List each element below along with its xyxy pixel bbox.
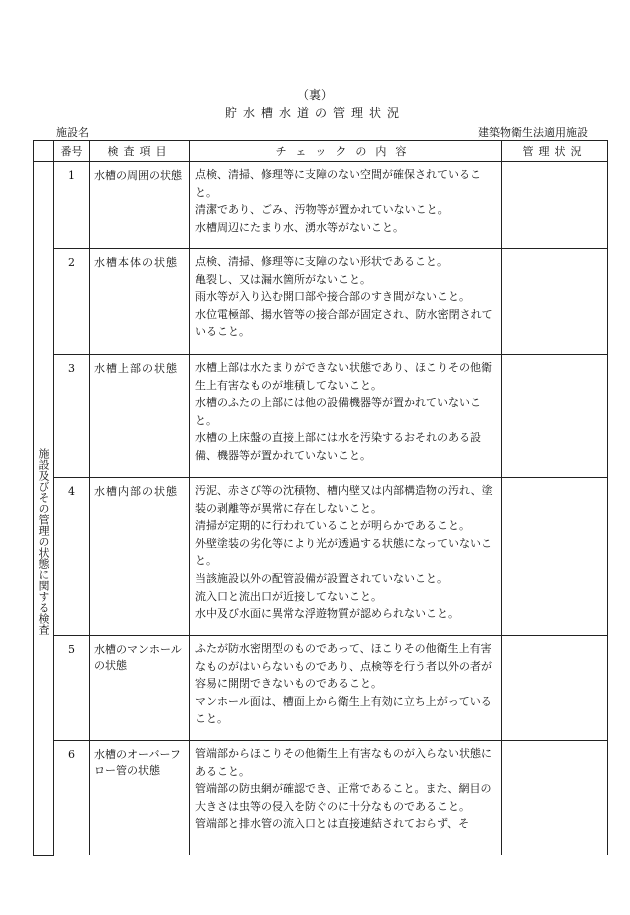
- row-content: [190, 636, 502, 741]
- row-item: 水槽上部の状態: [90, 355, 190, 478]
- table-row: [34, 162, 608, 249]
- content-line: 管端部と排水管の流入口とは直接連結されておらず、そ: [195, 817, 470, 831]
- content-line: 管端部の防虫網が確認でき、正常であること。また、網目の大きさは虫等の侵入を防ぐのに十分なものであること。: [195, 782, 492, 813]
- content-line: 水槽周辺にたまり水、湧水等がないこと。: [195, 220, 404, 234]
- facility-name-label: 施設名: [56, 126, 89, 139]
- row-status: [502, 162, 608, 249]
- row-number: 2: [54, 249, 90, 355]
- row-content: [190, 162, 502, 249]
- table-row: [34, 636, 608, 741]
- row-status: [502, 741, 608, 856]
- row-status: [502, 636, 608, 741]
- content-line: 水槽上部は水たまりができない状態であり、ほこりその他衛生上有害なものが堆積してないこと。: [195, 361, 492, 392]
- header-item: 検査項目: [90, 141, 190, 162]
- content-line: 亀裂し、又は漏水箇所がないこと。: [195, 272, 371, 286]
- row-number: 6: [54, 741, 90, 856]
- content-line: 雨水等が入り込む開口部や接合部のすき間がないこと。: [195, 290, 470, 304]
- row-number: 4: [54, 478, 90, 636]
- header-category-blank: [34, 141, 54, 162]
- row-status: [502, 478, 608, 636]
- row-content: [190, 741, 502, 856]
- content-line: 水位電極部、揚水管等の接合部が固定され、防水密閉されていること。: [195, 307, 493, 339]
- row-item: 水槽の周囲の状態: [90, 162, 190, 249]
- category-cell: [34, 162, 54, 856]
- header-status: 管理状況: [502, 141, 608, 162]
- content-line: マンホール面は、槽面上から衛生上有効に立ち上がっていること。: [195, 694, 492, 726]
- content-line: 管端部からほこりその他衛生上有害なものが入らない状態にあること。: [195, 747, 492, 778]
- content-line: 清掃が定期的に行われていることが明らかであること。: [195, 519, 470, 533]
- category-label: 施設及びその管理の状態に関する検査: [37, 448, 50, 636]
- header-number: 番号: [54, 141, 90, 162]
- row-item: 水槽本体の状態: [90, 249, 190, 355]
- content-line: 汚泥、赤さび等の沈積物、槽内壁又は内部構造物の汚れ、塗装の剥離等が異常に存在しないこと。: [195, 484, 493, 515]
- content-line: ふたが防水密閉型のものであって、ほこりその他衛生上有害なものがはいらないものであり、点検等を行う者以外の者が容易に開閉できないものであること。: [195, 642, 492, 691]
- row-item: 水槽のオーバーフロー管の状態: [90, 741, 190, 856]
- row-content: [190, 478, 502, 636]
- row-status: [502, 355, 608, 478]
- content-line: 水槽のふたの上部には他の設備機器等が置かれていないこと。: [195, 396, 481, 427]
- row-content: [190, 355, 502, 478]
- row-number: 5: [54, 636, 90, 741]
- row-number: 3: [54, 355, 90, 478]
- table-row: [34, 478, 608, 636]
- content-line: 水槽の上床盤の直接上部には水を汚染するおそれのある設備、機器等が置かれていないこと。: [195, 431, 481, 462]
- table-header-row: [34, 141, 608, 162]
- table-row: [34, 249, 608, 355]
- page-side-label: （裏）: [296, 88, 333, 102]
- content-line: 清潔であり、ごみ、汚物等が置かれていないこと。: [195, 203, 449, 217]
- content-line: 流入口と流出口が近接してないこと。: [195, 589, 382, 603]
- applicable-facility-label: 建築物衛生法適用施設: [478, 126, 588, 139]
- row-number: 1: [54, 162, 90, 249]
- content-line: 点検、清掃、修理等に支障のない空間が確保されていること。: [195, 168, 481, 199]
- table-row: [34, 355, 608, 478]
- header-content: チェックの内容: [190, 141, 502, 162]
- content-line: 点検、清掃、修理等に支障のない形状であること。: [195, 255, 448, 268]
- row-item: 水槽のマンホールの状態: [90, 636, 190, 741]
- row-item: 水槽内部の状態: [90, 478, 190, 636]
- inspection-table: [33, 140, 608, 856]
- content-line: 外壁塗装の劣化等により光が透過する状態になっていないこと。: [195, 536, 492, 568]
- document-title: 貯水槽水道の管理状況: [224, 106, 405, 120]
- table-row: [34, 741, 608, 856]
- row-content: [190, 249, 502, 355]
- content-line: 水中及び水面に異常な浮遊物質が認められないこと。: [195, 607, 459, 621]
- row-status: [502, 249, 608, 355]
- content-line: 当該施設以外の配管設備が設置されていないこと。: [195, 571, 448, 585]
